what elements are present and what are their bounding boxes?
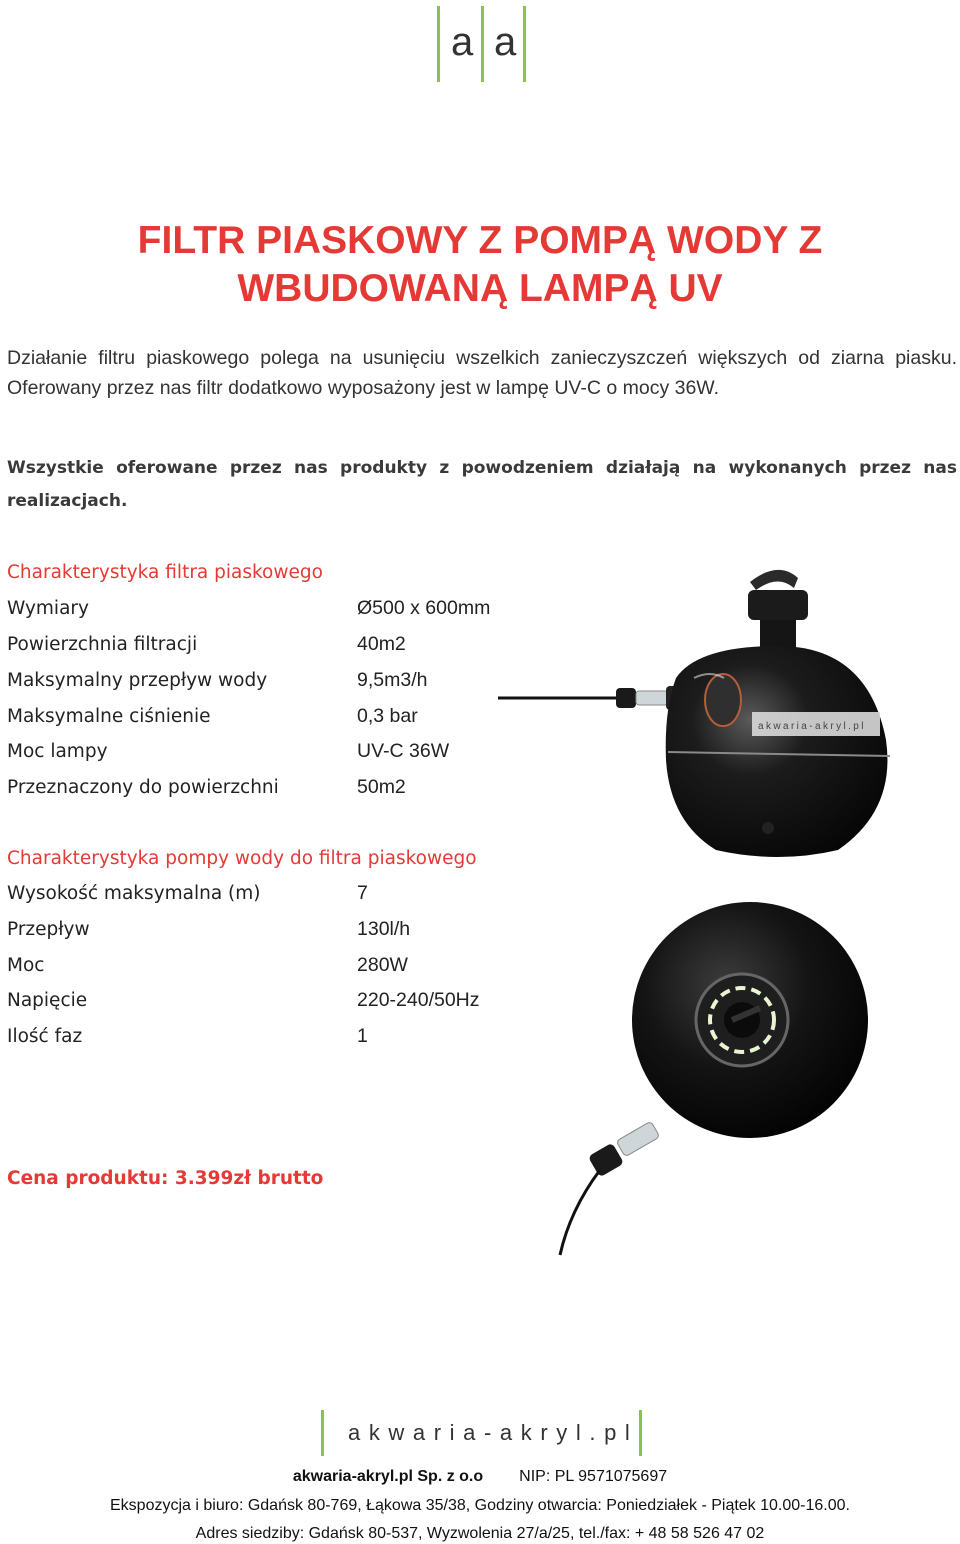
filter-spec-value: 40m2 [357,633,406,655]
filter-spec-label: Przeznaczony do powierzchni [7,777,279,798]
pump-spec-label: Przepływ [7,919,90,940]
pump-spec-label: Wysokość maksymalna (m) [7,883,261,904]
footer-address-line: Ekspozycja i biuro: Gdańsk 80-769, Łąkowa 35/38, Godziny otwarcia: Poniedziałek - Piątek 10.00-16.00. [110,1497,850,1514]
filter-spec-label: Maksymalne ciśnienie [7,706,211,727]
footer-logo-bar-right [639,1410,642,1456]
filter-brand-label: akwaria-akryl.pl [758,721,866,732]
pump-spec-label: Moc [7,955,45,976]
filter-specs-heading: Charakterystyka filtra piaskowego [7,562,323,583]
intro-line2: Oferowany przez nas filtr dodatkowo wyposażony jest w lampę UV-C o mocy 36W. [7,377,720,399]
pump-spec-label: Ilość faz [7,1026,83,1047]
filter-top-view-image [520,880,900,1260]
filter-spec-label: Powierzchnia filtracji [7,634,198,655]
intro-paragraph [7,343,957,403]
footer-brand: akwaria-akryl.pl [348,1420,639,1445]
logo [437,6,527,82]
filter-spec-value: 9,5m3/h [357,669,428,691]
pump-specs-heading: Charakterystyka pompy wody do filtra piaskowego [7,848,477,869]
logo-letter-right: a [494,20,517,64]
footer-logo [321,1410,643,1456]
footer-company-line [0,1468,960,1486]
bold-line1: Wszystkie oferowane przez nas produkty z powodzeniem działają na wykonanych przez nas [7,458,957,478]
page-title-line2: WBUDOWANĄ LAMPĄ UV [237,267,723,310]
footer-nip: NIP: PL 9571075697 [519,1468,668,1485]
logo-bar-middle [481,6,484,82]
filter-spec-value: 0,3 bar [357,705,418,727]
filter-spec-label: Wymiary [7,598,89,619]
pump-spec-value: 220-240/50Hz [357,989,480,1011]
pump-spec-value: 1 [357,1025,368,1047]
filter-spec-value: Ø500 x 600mm [357,597,491,619]
product-price: Cena produktu: 3.399zł brutto [7,1168,324,1189]
pump-spec-value: 280W [357,954,408,976]
page-title-line1: FILTR PIASKOWY Z POMPĄ WODY Z [137,219,823,262]
footer-logo-bar-left [321,1410,324,1456]
pump-spec-value: 7 [357,882,368,904]
filter-spec-value: UV-C 36W [357,740,450,762]
bold-line2: realizacjach. [7,491,128,511]
filter-product-image [498,560,898,870]
pump-spec-label: Napięcie [7,990,88,1011]
logo-bar-right [523,6,526,82]
pump-spec-value: 130l/h [357,918,411,940]
filter-spec-label: Moc lampy [7,741,108,762]
filter-spec-label: Maksymalny przepływ wody [7,670,268,691]
filter-spec-value: 50m2 [357,776,406,798]
footer-company: akwaria-akryl.pl Sp. z o.o [292,1468,484,1485]
footer-seat-line: Adres siedziby: Gdańsk 80-537, Wyzwolenia 27/a/25, tel./fax: + 48 58 526 47 02 [195,1525,765,1542]
bold-paragraph [7,452,957,518]
logo-bar-left [437,6,440,82]
logo-letter-left: a [451,20,474,64]
intro-line1: Działanie filtru piaskowego polega na usunięciu wszelkich zanieczyszczeń większych od ziarna piasku. [7,347,957,369]
